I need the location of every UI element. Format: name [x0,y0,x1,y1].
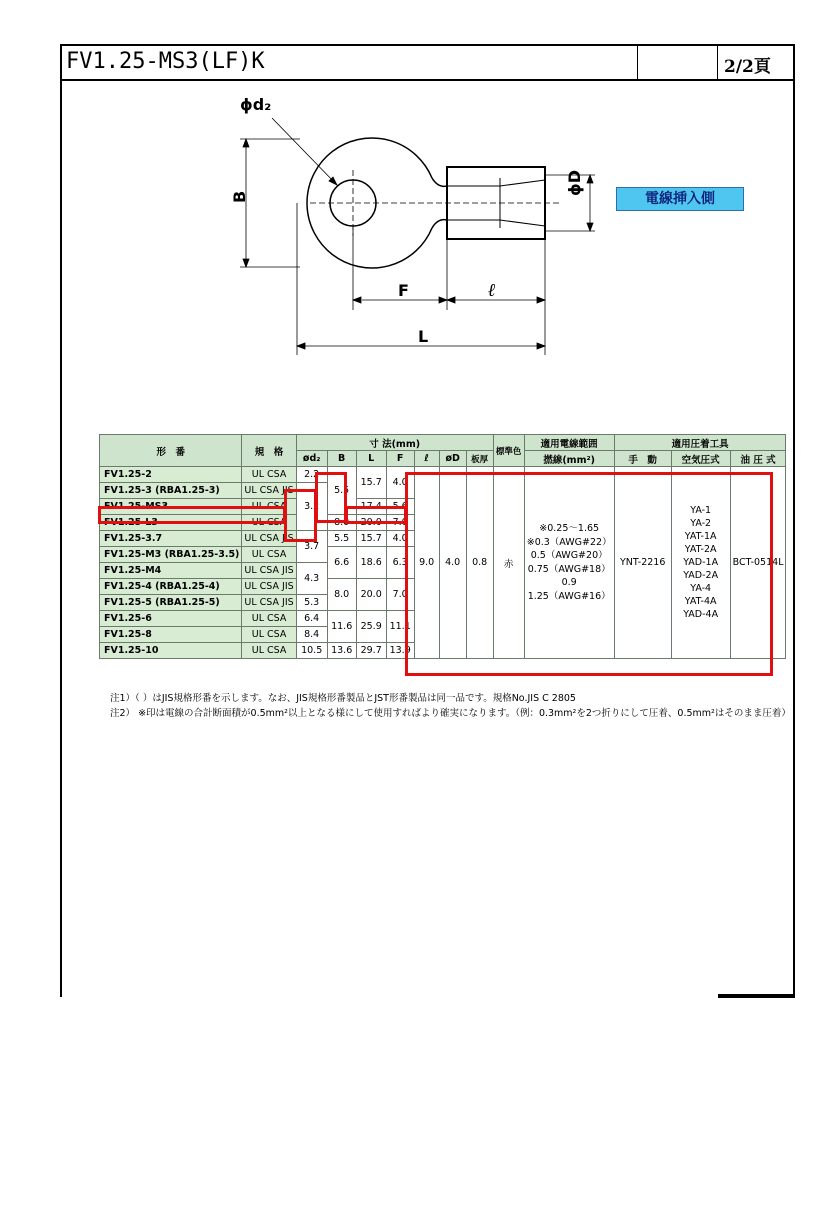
B-value: 5.5 [327,531,356,547]
terminal-drawing [0,0,827,430]
label-B: B [230,190,249,203]
F-value: 11.1 [386,611,414,643]
d2-value: 3.7 [296,531,327,563]
L-value: 20.0 [356,515,386,531]
F-value: 7.0 [386,515,414,531]
col-color: 標準色 [493,435,524,467]
color-value: 赤 [493,467,524,659]
dimension-lines [240,118,595,355]
col-wire-range: 適用電線範囲 [524,435,614,451]
model-name: FV1.25-3 (RBA1.25-3) [100,483,242,499]
ell-value: 9.0 [414,467,439,659]
model-name: FV1.25-4 (RBA1.25-4) [100,579,242,595]
col-tools: 適用圧着工具 [614,435,786,451]
standard-marks: UL CSA [242,547,296,563]
standard-marks: UL CSA [242,643,296,659]
air-tool-item: YA-4 [690,583,712,594]
model-name: FV1.25-2 [100,467,242,483]
col-ell: ℓ [414,451,439,467]
L-value: 20.0 [356,579,386,611]
wire-range-item: ※0.25～1.65 [539,523,600,534]
label-L: L [418,327,429,346]
col-air: 空気圧式 [671,451,730,467]
D-value: 4.0 [439,467,466,659]
specification-table [99,434,786,659]
table-row [100,467,786,483]
thickness-value: 0.8 [466,467,493,659]
wire-insertion-side-badge: 電線挿入側 [616,187,744,211]
standard-marks: UL CSA JIS [242,531,296,547]
label-phi-d2: ϕd₂ [240,95,272,114]
standard-marks: UL CSA JIS [242,563,296,579]
F-value: 6.3 [386,547,414,579]
wire-range-item: 0.5（AWG#20） [530,550,608,561]
col-L: L [356,451,386,467]
col-manual: 手 動 [614,451,671,467]
d2-value: 4.3 [296,563,327,595]
L-value: 18.6 [356,547,386,579]
air-tool-item: YAT-1A [684,531,717,542]
standard-marks: UL CSA [242,611,296,627]
model-name: FV1.25-L3 [100,515,242,531]
model-name: FV1.25-6 [100,611,242,627]
standard-marks: UL CSA [242,627,296,643]
standard-marks: UL CSA [242,499,296,515]
footnote: 注1）（ ）はJIS規格形番を示します。なお、JIS規格形番製品とJST形番製品は同一品です。規格No.JIS C 2805 [110,693,576,704]
label-phi-D: ϕD [565,169,584,196]
B-value: 8.0 [327,579,356,611]
air-tool-item: YA-1 [690,505,712,516]
model-name: FV1.25-5 (RBA1.25-5) [100,595,242,611]
B-value: 8.0 [327,515,356,531]
model-name: FV1.25-MS3 [100,499,242,515]
L-value: 29.7 [356,643,386,659]
d2-value: 3.2 [296,483,327,531]
col-d2: ød₂ [296,451,327,467]
wire-range-list [524,467,614,659]
col-wire-sub: 撚線(mm²) [524,451,614,467]
L-value: 15.7 [356,531,386,547]
wire-range-item: 0.9 [561,577,577,588]
page-number: 2/2頁 [724,57,771,77]
model-name: FV1.25-3.7 [100,531,242,547]
F-value: 4.0 [386,467,414,499]
model-name: FV1.25-M3 (RBA1.25-3.5) [100,547,242,563]
model-name: FV1.25-M4 [100,563,242,579]
d2-value: 2.2 [296,467,327,483]
air-tool-item: YAD-2A [683,570,719,581]
air-tool-item: YA-2 [690,518,712,529]
air-tool-item: YAD-1A [683,557,719,568]
model-name: FV1.25-8 [100,627,242,643]
wire-range-item: ※0.3（AWG#22） [526,536,612,548]
F-value: 4.0 [386,531,414,547]
B-value: 11.6 [327,611,356,643]
col-model: 形 番 [100,435,242,467]
model-name: FV1.25-10 [100,643,242,659]
manual-tool: YNT-2216 [614,467,671,659]
col-B: B [327,451,356,467]
standard-marks: UL CSA JIS [242,483,296,499]
standard-marks: UL CSA JIS [242,579,296,595]
B-value: 5.5 [327,467,356,515]
air-tool-item: YAT-2A [684,544,717,555]
B-value: 13.6 [327,643,356,659]
col-thickness: 板厚 [466,451,493,467]
footnotes [110,691,791,721]
col-hydraulic: 油 圧 式 [730,451,786,467]
footer-bar [718,994,795,998]
wire-range-item: 0.75（AWG#18） [527,563,611,575]
standard-marks: UL CSA [242,467,296,483]
air-tool-item: YAT-4A [684,596,717,607]
air-tool-list [671,467,730,659]
B-value: 6.6 [327,547,356,579]
L-value: 25.9 [356,611,386,643]
hydraulic-tool: BCT-0514L [730,467,786,659]
air-tool-item: YAD-4A [683,609,719,620]
col-standard: 規 格 [242,435,296,467]
standard-marks: UL CSA JIS [242,595,296,611]
L-value: 17.4 [356,499,386,515]
document-title: FV1.25-MS3(LF)K [66,49,265,74]
d2-value: 5.3 [296,595,327,611]
wire-range-item: 1.25（AWG#16） [527,590,611,602]
col-F: F [386,451,414,467]
L-value: 15.7 [356,467,386,499]
label-F: F [398,281,409,300]
F-value: 13.9 [386,643,414,659]
col-D: øD [439,451,466,467]
label-ell: ℓ [488,280,496,301]
F-value: 5.6 [386,499,414,515]
standard-marks: UL CSA [242,515,296,531]
d2-value: 8.4 [296,627,327,643]
d2-value: 6.4 [296,611,327,627]
d2-value: 10.5 [296,643,327,659]
footnote: 注2） ※印は電線の合計断面積が0.5mm²以上となる様にして使用すればより確実になります。（例：0.3mm²を2つ折りにして圧着、0.5mm²はそのまま圧着） [110,708,791,719]
F-value: 7.0 [386,579,414,611]
col-dimensions: 寸 法(mm) [296,435,493,451]
